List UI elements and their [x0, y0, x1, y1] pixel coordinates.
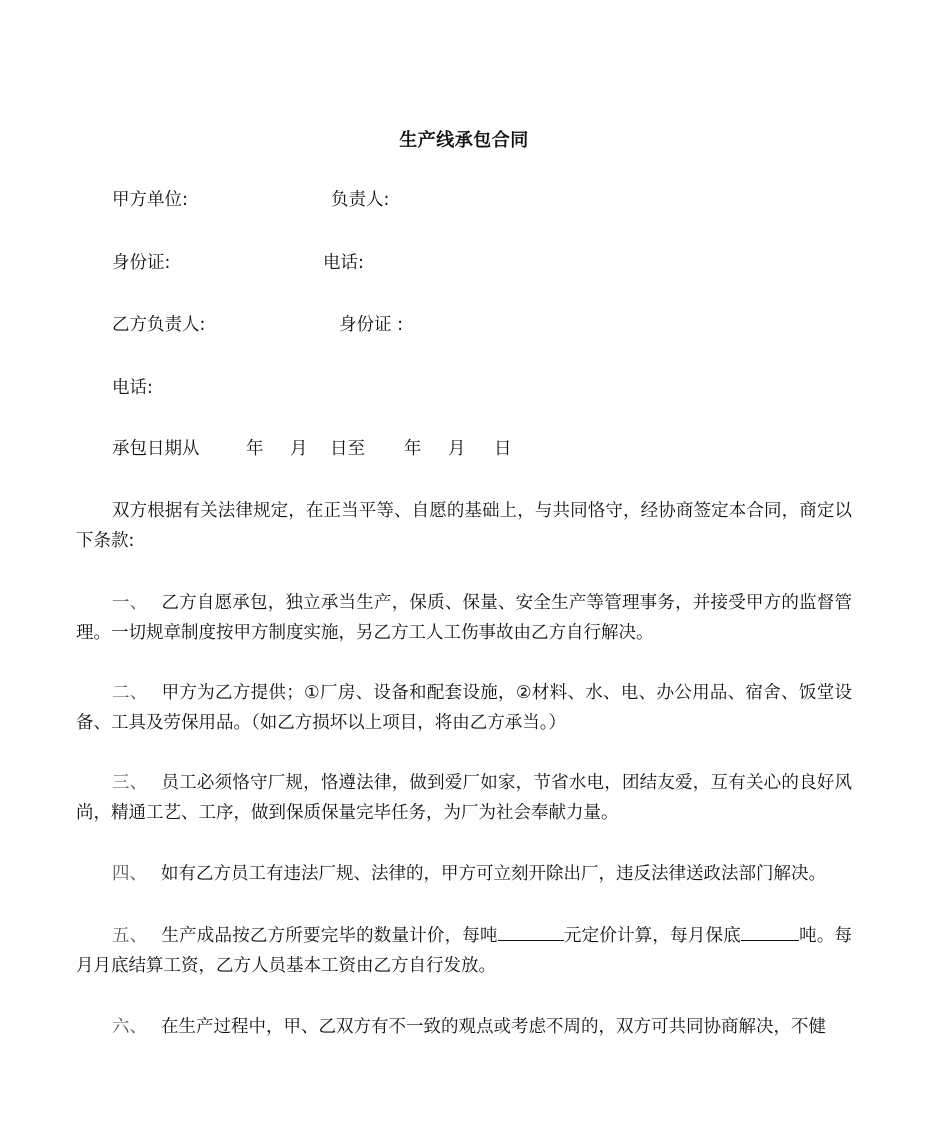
clause-text: 甲方为乙方提供；①厂房、设备和配套设施，②材料、水、电、办公用品、宿舍、饭堂设备、工具及劳保用品。（如乙方损坏以上项目，将由乙方承当。） — [76, 683, 853, 733]
party-a-head-label: 负责人: — [331, 190, 390, 210]
monthly-minimum-blank — [741, 922, 799, 941]
party-b-id-label: 身份证 : — [339, 315, 403, 335]
contract-period-year-1: 年 — [246, 439, 264, 459]
contract-period-month-2: 月 — [448, 439, 466, 459]
clause-text: 乙方自愿承包，独立承当生产，保质、保量、安全生产等管理事务，并接受甲方的监督管理。一切规章制度按甲方制度实施，另乙方工人工伤事故由乙方自行解决。 — [76, 593, 853, 643]
contract-period-year-2: 年 — [404, 439, 422, 459]
clause-text: 如有乙方员工有违法厂规、法律的，甲方可立刻开除出厂，违反法律送政法部门解决。 — [161, 864, 826, 884]
clause-number: 三、 — [112, 773, 148, 793]
clause-2 — [76, 678, 852, 738]
clause-number: 五、 — [112, 926, 148, 946]
clause-number: 二、 — [112, 683, 148, 703]
clause-4 — [76, 859, 852, 889]
clause-3 — [76, 768, 852, 828]
party-a-id-label: 身份证: — [112, 253, 171, 273]
clause-text-b: 元定价计算，每月保底 — [563, 926, 741, 946]
clause-6 — [76, 1012, 852, 1042]
clause-number: 六、 — [112, 1017, 147, 1037]
party-a-phone-label: 电话: — [323, 253, 364, 273]
clause-text-c: 吨。每月月底结算工资，乙方人员基本工资由乙方自行发放。 — [76, 926, 853, 976]
clause-text: 员工必须恪守厂规，恪遵法律，做到爱厂如家，节省水电，团结友爱，互有关心的良好风尚，精通工艺、工序，做到保质保量完毕任务，为厂为社会奉献力量。 — [76, 773, 853, 823]
price-per-ton-blank — [498, 922, 564, 941]
document-title: 生产线承包合同 — [399, 130, 529, 151]
clause-number: 一、 — [112, 593, 148, 613]
party-a-unit-label: 甲方单位: — [112, 190, 188, 210]
contract-period-month-1: 月 — [290, 439, 308, 459]
intro-paragraph: 双方根据有关法律规定，在正当平等、自愿的基础上，与共同恪守，经协商签定本合同，商定以下条款: — [76, 501, 852, 551]
clause-text-a: 生产成品按乙方所要完毕的数量计价，每吨 — [161, 926, 498, 946]
party-b-head-label: 乙方负责人: — [112, 315, 206, 335]
clause-1 — [76, 588, 852, 648]
party-b-phone-label: 电话: — [112, 378, 153, 398]
contract-period-day-to: 日至 — [330, 439, 365, 459]
contract-period-prefix: 承包日期从 — [112, 439, 200, 459]
clause-5 — [76, 921, 852, 981]
clause-number: 四、 — [112, 864, 147, 884]
contract-period-day-2: 日 — [494, 439, 512, 459]
clause-text: 在生产过程中，甲、乙双方有不一致的观点或考虑不周的，双方可共同协商解决，不健 — [161, 1017, 826, 1037]
